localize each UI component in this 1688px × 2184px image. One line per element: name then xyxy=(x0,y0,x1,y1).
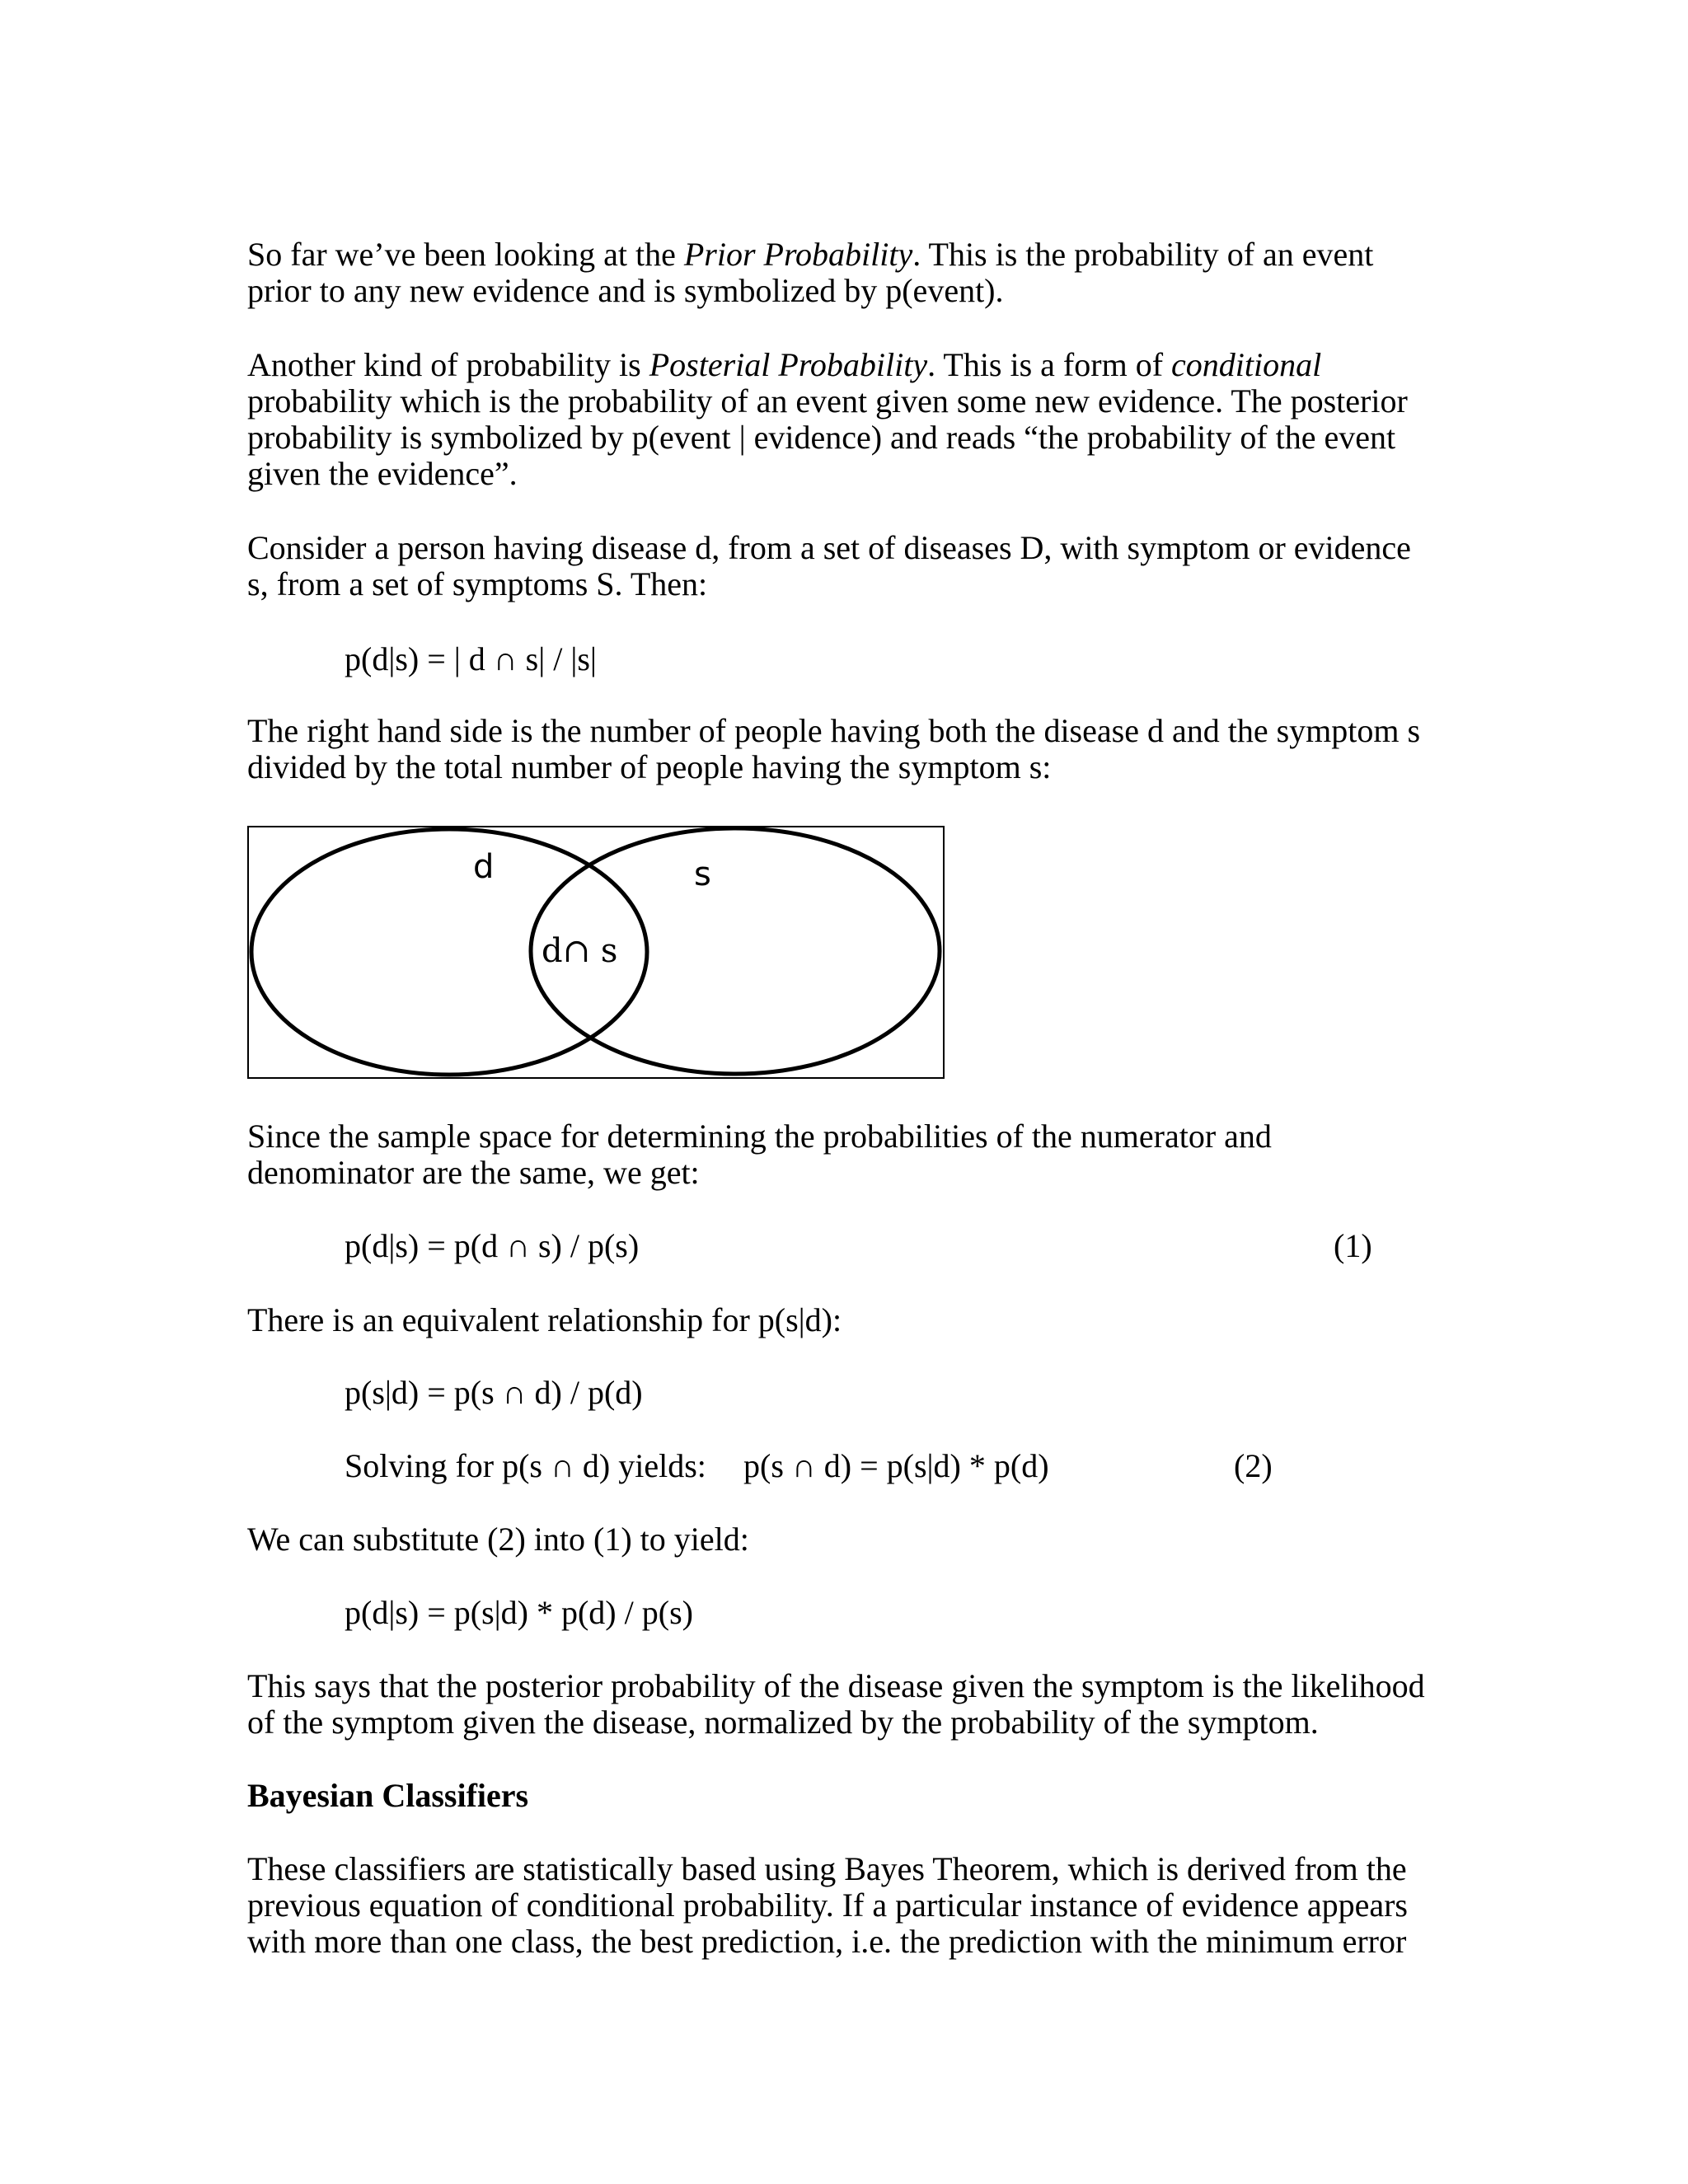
text-span: . This is a form of xyxy=(927,346,1172,383)
paragraph-consider xyxy=(247,530,1451,602)
text-line: Consider a person having disease d, from a set of diseases D, with symptom or evidence xyxy=(247,529,1411,566)
equation-2: p(s ∩ d) = p(s|d) * p(d) xyxy=(743,1447,1049,1484)
text-line xyxy=(247,237,1451,273)
paragraph-prior-probability xyxy=(247,237,1451,309)
text-line: given the evidence”. xyxy=(247,455,518,492)
equation-s-given-d: p(s|d) = p(s ∩ d) / p(d) xyxy=(345,1374,643,1411)
paragraph-posterior-probability xyxy=(247,347,1451,492)
equation-counts: p(d|s) = | d ∩ s| / |s| xyxy=(345,640,597,677)
venn-diagram xyxy=(247,826,945,1079)
text-line: Since the sample space for determining the probabilities of the numerator and xyxy=(247,1118,1272,1155)
equation-bayes: p(d|s) = p(s|d) * p(d) / p(s) xyxy=(345,1594,693,1631)
heading-bayesian-classifiers: Bayesian Classifiers xyxy=(247,1777,529,1814)
paragraph-posterior-says xyxy=(247,1668,1451,1741)
term-posterial-probability: Posterial Probability xyxy=(649,346,928,383)
text-line: denominator are the same, we get: xyxy=(247,1154,700,1191)
text-span: So far we’ve been looking at the xyxy=(247,236,684,273)
paragraph-substitute: We can substitute (2) into (1) to yield: xyxy=(247,1521,749,1558)
text-line: These classifiers are statistically based using Bayes Theorem, which is derived from the xyxy=(247,1850,1407,1887)
text-line: The right hand side is the number of people having both the disease d and the symptom s xyxy=(247,712,1421,749)
text-line: This says that the posterior probability of the disease given the symptom is the likelihood xyxy=(247,1667,1425,1704)
paragraph-right-hand-side xyxy=(247,713,1451,785)
paragraph-classifiers xyxy=(247,1851,1451,1960)
text-line: previous equation of conditional probability. If a particular instance of evidence appears xyxy=(247,1886,1408,1924)
equation-number-2: (2) xyxy=(1234,1447,1273,1484)
equation-1: p(d|s) = p(d ∩ s) / p(s) xyxy=(345,1227,640,1264)
label-s: s xyxy=(694,855,711,893)
text-span: . This is the probability of an event xyxy=(912,236,1374,273)
text-line: with more than one class, the best prediction, i.e. the prediction with the minimum error xyxy=(247,1923,1407,1960)
equation-number-1: (1) xyxy=(1334,1227,1372,1264)
text-line: s, from a set of symptoms S. Then: xyxy=(247,565,708,602)
text-line: probability is symbolized by p(event | evidence) and reads “the probability of the event xyxy=(247,419,1396,456)
text-line xyxy=(247,347,1451,383)
equation-2-prefix: Solving for p(s ∩ d) yields: xyxy=(345,1447,706,1484)
label-d: d xyxy=(473,848,495,886)
paragraph-equivalent: There is an equivalent relationship for p(s|d): xyxy=(247,1301,842,1338)
paragraph-sample-space xyxy=(247,1118,1451,1191)
term-conditional: conditional xyxy=(1171,346,1322,383)
text-line: probability which is the probability of an event given some new evidence. The posterior xyxy=(247,382,1408,419)
label-intersection: d∩ s xyxy=(542,932,618,970)
text-line: divided by the total number of people having the symptom s: xyxy=(247,748,1052,785)
text-span: Another kind of probability is xyxy=(247,346,649,383)
term-prior-probability: Prior Probability xyxy=(683,236,913,273)
text-line: of the symptom given the disease, normalized by the probability of the symptom. xyxy=(247,1704,1319,1741)
text-line: prior to any new evidence and is symbolized by p(event). xyxy=(247,272,1004,309)
